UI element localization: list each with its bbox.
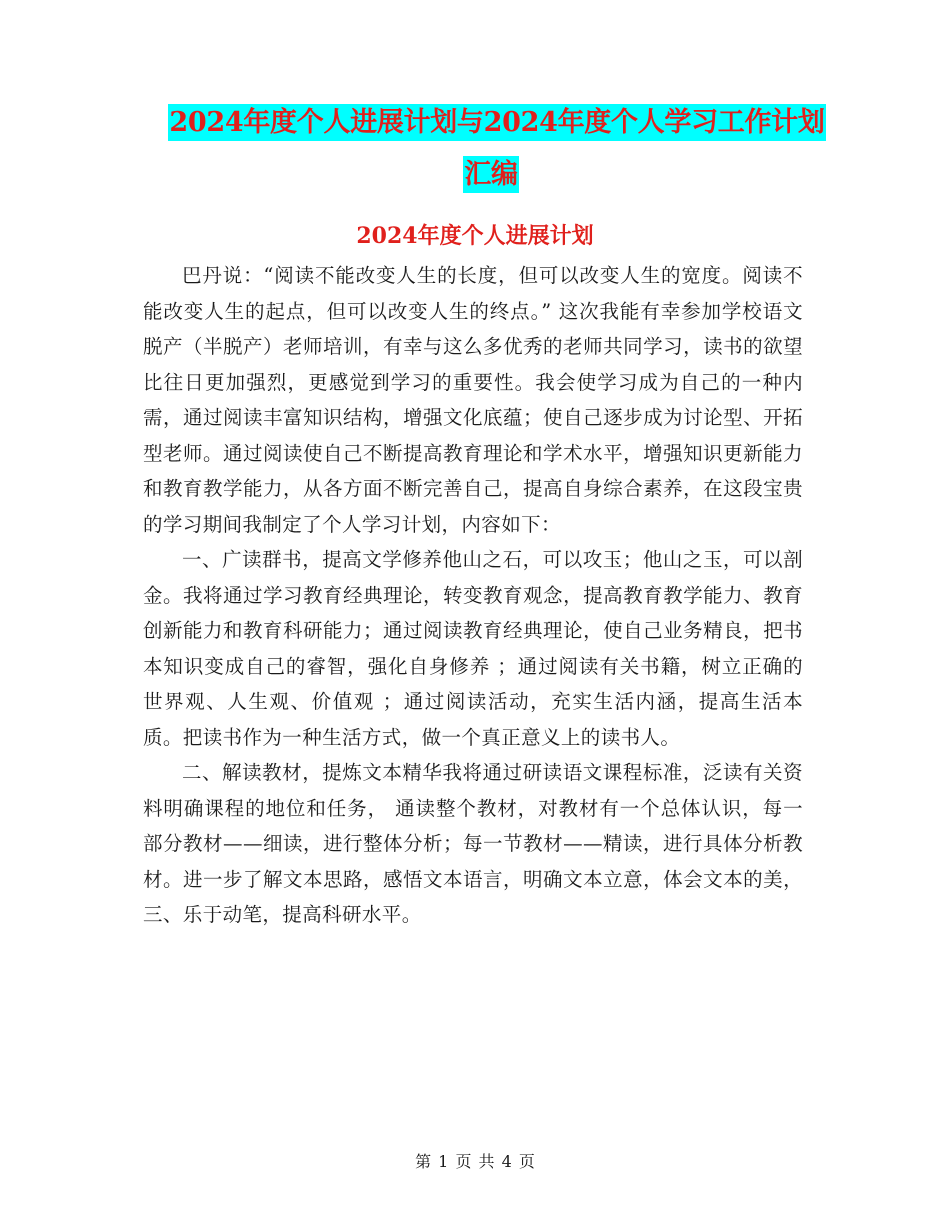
paragraph-point-1: 一、广读群书，提高文学修养他山之石，可以攻玉；他山之玉，可以剖金。我将通过学习教育经典理论，转变教育观念，提高教育教学能力、教育创新能力和教育科研能力；通过阅读教育经典理论，使自己业务精良，把书本知识变成自己的睿智，强化自身修养 ；通过阅读有关书籍，树立正确的世界观、人生观、价值观 ；通过阅读活动，充实生活内涵，提高生活本质。把读书作为一种生活方式，做一个真正意义上的读书人。: [143, 548, 803, 749]
document-body: [143, 258, 803, 933]
paragraph-intro: 巴丹说：“阅读不能改变人生的长度，但可以改变人生的宽度。阅读不能改变人生的起点，但可以改变人生的终点。” 这次我能有幸参加学校语文脱产（半脱产）老师培训，有幸与这么多优秀的老师共同学习，读书的欲望比往日更加强烈，更感觉到学习的重要性。我会使学习成为自己的一种内需，通过阅读丰富知识结构，增强文化底蕴；使自己逐步成为讨论型、开拓型老师。通过阅读使自己不断提高教育理论和学术水平，增强知识更新能力和教育教学能力，从各方面不断完善自己，提高自身综合素养，在这段宝贵的学习期间我制定了个人学习计划，内容如下：: [143, 264, 803, 536]
document-title: [0, 104, 950, 141]
document-title-continued: [0, 156, 950, 193]
title-line-1: 2024年度个人进展计划与2024年度个人学习工作计划: [168, 104, 825, 141]
paragraph-point-2: 二、解读教材，提炼文本精华我将通过研读语文课程标准，泛读有关资料明确课程的地位和任务， 通读整个教材，对教材有一个总体认识，每一部分教材——细读，进行整体分析；每一节教材——精读，进行具体分析教材。进一步了解文本思路，感悟文本语言，明确文本立意，体会文本的美，三、乐于动笔，提高科研水平。: [143, 761, 803, 926]
title-line-2: 汇编: [463, 156, 518, 193]
page-footer: 第 1 页 共 4 页: [415, 1152, 535, 1171]
section-heading: 2024年度个人进展计划: [356, 223, 594, 249]
